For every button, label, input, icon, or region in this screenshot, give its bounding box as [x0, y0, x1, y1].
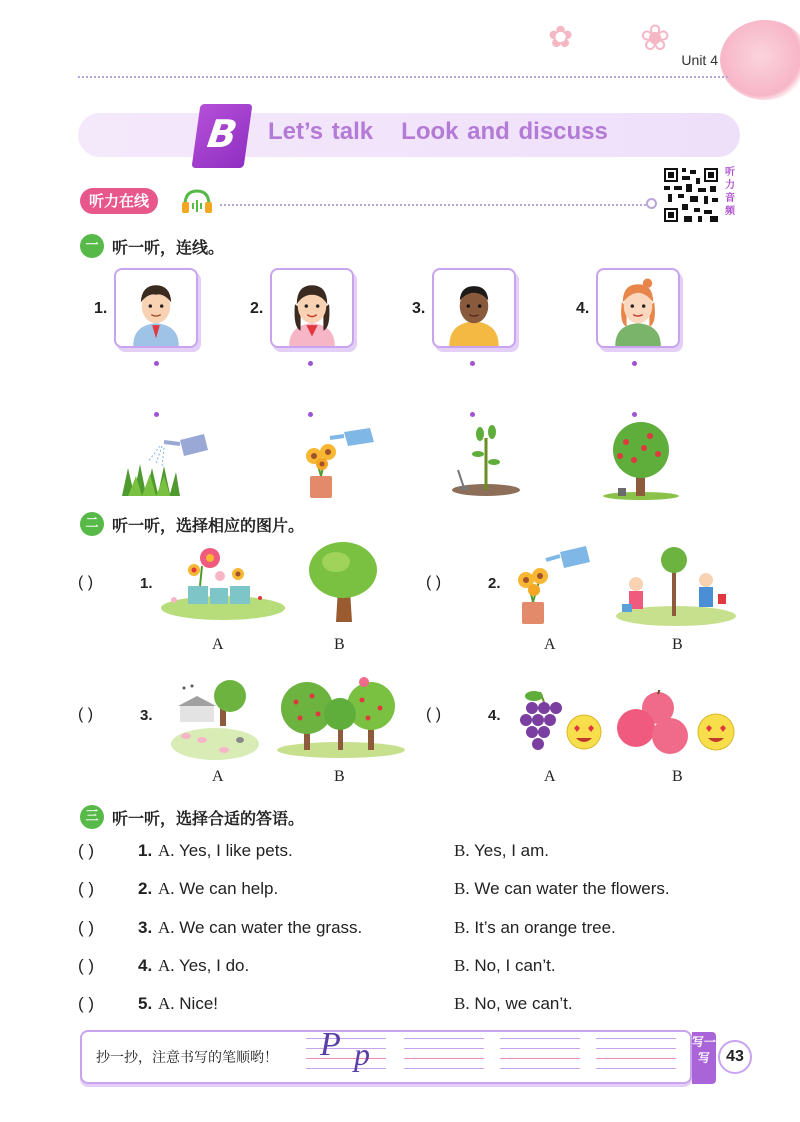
trace-letter-lowercase: p — [354, 1036, 370, 1072]
qr-label: 听力音频 — [725, 167, 735, 217]
option-a-text: Yes, I like pets. — [178, 841, 293, 860]
match-dot-bottom-1[interactable] — [154, 412, 159, 417]
answer-blank-s3-2[interactable]: ( ) — [78, 879, 95, 898]
answer-blank-s2-2[interactable]: ( ) — [426, 574, 442, 591]
apples-with-smiley-image[interactable] — [612, 690, 738, 758]
option-label-s2-1b: B — [334, 636, 345, 653]
answer-row-1 — [78, 841, 738, 863]
young-tree-sapling-image — [448, 424, 522, 496]
kid-card-2 — [270, 268, 354, 348]
listen-divider — [220, 204, 646, 206]
girl-green-top-image — [598, 270, 678, 346]
watering-flowers-image — [296, 424, 382, 500]
watering-grass-image — [118, 424, 218, 498]
section2-heading — [80, 512, 304, 536]
writing-lines-1[interactable] — [404, 1038, 484, 1078]
page-number: 43 — [718, 1040, 752, 1074]
match-dot-bottom-3[interactable] — [470, 412, 475, 417]
option-b-text: We can water the flowers. — [474, 879, 670, 898]
writing-tip: 抄一抄，注意书写的笔顺哟！ — [96, 1050, 278, 1066]
kid-number-1: 1. — [94, 300, 108, 317]
question-number-s2-4: 4. — [488, 707, 501, 724]
flower-decoration: ✿ — [548, 20, 574, 55]
option-b-text: No, I can’t. — [474, 956, 556, 975]
option-a-letter: A. — [158, 994, 175, 1013]
question-number-s2-1: 1. — [140, 575, 153, 592]
question-number-s3-4: 4. — [138, 956, 153, 975]
girl-pigtails-image — [272, 270, 352, 346]
listen-online-tag: 听力在线 — [80, 188, 158, 214]
trace-letter-uppercase: P — [320, 1026, 341, 1063]
kid-card-1 — [114, 268, 198, 348]
option-a-letter: A. — [158, 956, 175, 975]
option-b-text: No, we can’t. — [474, 994, 573, 1013]
option-b-letter: B. — [454, 879, 470, 898]
answer-row-2 — [78, 879, 738, 901]
answer-blank-s3-3[interactable]: ( ) — [78, 918, 95, 937]
answer-blank-s3-5[interactable]: ( ) — [78, 994, 95, 1013]
section1-instruction: 听一听，连线。 — [112, 237, 225, 257]
listen-divider-end — [646, 198, 657, 209]
headphones-icon — [180, 187, 214, 215]
unit-label: Unit 4 — [681, 52, 718, 68]
boy-yellow-hoodie-image — [434, 270, 514, 346]
question-number-s3-5: 5. — [138, 994, 153, 1013]
section2-badge: 二 — [80, 512, 104, 536]
answer-blank-s2-3[interactable]: ( ) — [78, 706, 94, 723]
flower-garden-image[interactable] — [160, 540, 286, 620]
option-b-text: Yes, I am. — [474, 841, 549, 860]
writing-lines-3[interactable] — [596, 1038, 676, 1078]
writing-lines-sample — [306, 1038, 386, 1078]
boy-red-scarf-image — [116, 270, 196, 346]
option-label-s2-4b: B — [672, 768, 683, 785]
writing-lines-2[interactable] — [500, 1038, 580, 1078]
option-a-letter: A. — [158, 841, 175, 860]
question-number-s2-3: 3. — [140, 707, 153, 724]
children-planting-tree-image[interactable] — [614, 544, 738, 626]
apple-tree-image — [600, 420, 682, 500]
farm-with-animals-image[interactable] — [170, 678, 260, 760]
watering-flowers-image[interactable] — [510, 544, 594, 626]
section3-heading — [80, 805, 304, 829]
header-divider — [78, 76, 728, 78]
apple-orchard-image[interactable] — [276, 676, 406, 758]
kid-number-4: 4. — [576, 300, 590, 317]
option-label-s2-4a: A — [544, 768, 556, 785]
option-a-text: We can help. — [179, 879, 279, 898]
match-dot-top-4[interactable] — [632, 361, 637, 366]
option-b-letter: B. — [454, 841, 470, 860]
qr-code-icon[interactable] — [662, 166, 720, 224]
match-dot-top-3[interactable] — [470, 361, 475, 366]
grapes-with-smiley-image[interactable] — [510, 684, 604, 756]
section3-instruction: 听一听，选择合适的答语。 — [112, 808, 305, 828]
match-dot-bottom-2[interactable] — [308, 412, 313, 417]
kid-card-4 — [596, 268, 680, 348]
option-a-text: Yes, I do. — [178, 956, 250, 975]
option-a-text: Nice! — [179, 994, 218, 1013]
option-b-text: It’s an orange tree. — [474, 918, 616, 937]
option-a-text: We can water the grass. — [179, 918, 363, 937]
kid-number-3: 3. — [412, 300, 426, 317]
big-tree-image[interactable] — [306, 540, 380, 622]
section3-badge: 三 — [80, 805, 104, 829]
option-a-letter: A. — [158, 918, 175, 937]
option-b-letter: B. — [454, 956, 470, 975]
option-b-letter: B. — [454, 994, 470, 1013]
option-label-s2-3a: A — [212, 768, 224, 785]
lesson-title-part2: Look and discuss — [401, 118, 608, 145]
lesson-title-part1: Let’s talk — [268, 118, 374, 145]
match-dot-top-2[interactable] — [308, 361, 313, 366]
question-number-s3-2: 2. — [138, 879, 153, 898]
part-letter: B — [192, 104, 253, 168]
kid-number-2: 2. — [250, 300, 264, 317]
lesson-title — [268, 118, 636, 146]
question-number-s2-2: 2. — [488, 575, 501, 592]
section2-instruction: 听一听，选择相应的图片。 — [112, 515, 305, 535]
option-label-s2-2a: A — [544, 636, 556, 653]
option-label-s2-2b: B — [672, 636, 683, 653]
answer-blank-s2-4[interactable]: ( ) — [426, 706, 442, 723]
write-tab: 写一写 — [692, 1032, 716, 1084]
answer-row-3 — [78, 918, 738, 940]
answer-row-4 — [78, 956, 738, 978]
question-number-s3-3: 3. — [138, 918, 153, 937]
section1-heading — [80, 234, 224, 258]
option-label-s2-1a: A — [212, 636, 224, 653]
option-label-s2-3b: B — [334, 768, 345, 785]
kid-card-3 — [432, 268, 516, 348]
section1-badge: 一 — [80, 234, 104, 258]
flower-decoration: ❀ — [640, 18, 671, 59]
answer-blank-s3-4[interactable]: ( ) — [78, 956, 95, 975]
match-dot-top-1[interactable] — [154, 361, 159, 366]
match-dot-bottom-4[interactable] — [632, 412, 637, 417]
answer-blank-s3-1[interactable]: ( ) — [78, 841, 95, 860]
answer-row-5 — [78, 994, 738, 1016]
answer-blank-s2-1[interactable]: ( ) — [78, 574, 94, 591]
question-number-s3-1: 1. — [138, 841, 153, 860]
option-a-letter: A. — [158, 879, 175, 898]
option-b-letter: B. — [454, 918, 470, 937]
pink-watercolor-decoration — [720, 20, 800, 100]
